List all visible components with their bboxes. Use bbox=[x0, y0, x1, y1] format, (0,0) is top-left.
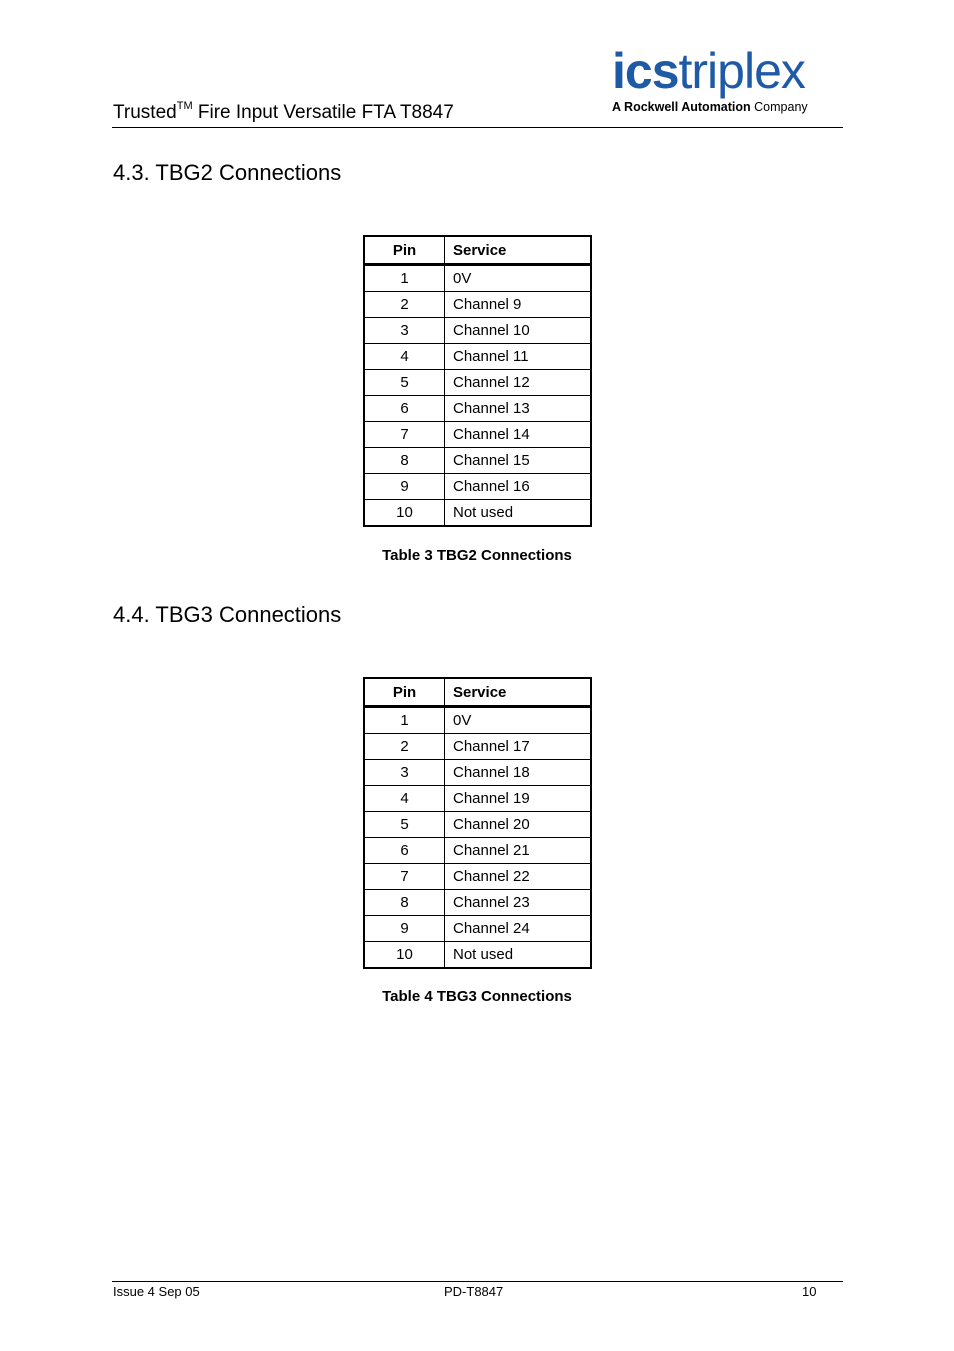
pin-cell: 5 bbox=[364, 812, 445, 838]
table-row bbox=[364, 812, 591, 838]
column-header-pin: Pin bbox=[364, 236, 445, 265]
table-row bbox=[364, 707, 591, 734]
pin-cell: 2 bbox=[364, 734, 445, 760]
table-row bbox=[364, 292, 591, 318]
table-caption-tbg3: Table 4 TBG3 Connections bbox=[382, 988, 572, 1005]
pin-cell: 8 bbox=[364, 448, 445, 474]
table-row bbox=[364, 916, 591, 942]
table-caption-tbg2: Table 3 TBG2 Connections bbox=[382, 547, 572, 564]
trademark-mark: TM bbox=[176, 100, 193, 112]
logo-triplex: triplex bbox=[678, 43, 805, 99]
service-cell: Channel 13 bbox=[445, 396, 592, 422]
table-row bbox=[364, 786, 591, 812]
logo-ics: ics bbox=[612, 43, 679, 99]
service-cell: Channel 21 bbox=[445, 838, 592, 864]
table-row bbox=[364, 422, 591, 448]
service-cell: 0V bbox=[445, 265, 592, 292]
product-name: Trusted bbox=[113, 102, 177, 123]
pin-cell: 10 bbox=[364, 500, 445, 527]
service-cell: Not used bbox=[445, 500, 592, 527]
service-cell: Channel 10 bbox=[445, 318, 592, 344]
logo-tagline bbox=[612, 100, 808, 114]
table-row bbox=[364, 265, 591, 292]
pin-cell: 1 bbox=[364, 265, 445, 292]
pin-cell: 2 bbox=[364, 292, 445, 318]
column-header-pin: Pin bbox=[364, 678, 445, 707]
tbg3-connections-table bbox=[363, 677, 592, 969]
table-row bbox=[364, 500, 591, 527]
footer-doc-id: PD-T8847 bbox=[444, 1284, 504, 1299]
table-row bbox=[364, 838, 591, 864]
logo-tagline-text: A Rockwell Automation bbox=[612, 100, 751, 114]
header-divider bbox=[112, 127, 843, 128]
footer-page-number: 10 bbox=[802, 1284, 817, 1299]
logo-company-text: Company bbox=[754, 100, 808, 114]
table-row bbox=[364, 396, 591, 422]
service-cell: Not used bbox=[445, 942, 592, 969]
service-cell: Channel 20 bbox=[445, 812, 592, 838]
service-cell: Channel 9 bbox=[445, 292, 592, 318]
pin-cell: 3 bbox=[364, 760, 445, 786]
document-title bbox=[113, 100, 454, 124]
section-heading-tbg3: 4.4. TBG3 Connections bbox=[113, 602, 342, 627]
table-row bbox=[364, 318, 591, 344]
service-cell: Channel 18 bbox=[445, 760, 592, 786]
table-row bbox=[364, 890, 591, 916]
service-cell: Channel 16 bbox=[445, 474, 592, 500]
section-heading-tbg2: 4.3. TBG2 Connections bbox=[113, 160, 342, 185]
column-header-service: Service bbox=[445, 236, 592, 265]
pin-cell: 6 bbox=[364, 838, 445, 864]
service-cell: Channel 12 bbox=[445, 370, 592, 396]
pin-cell: 6 bbox=[364, 396, 445, 422]
table-row bbox=[364, 474, 591, 500]
pin-cell: 8 bbox=[364, 890, 445, 916]
pin-cell: 1 bbox=[364, 707, 445, 734]
company-logo bbox=[612, 42, 844, 120]
service-cell: 0V bbox=[445, 707, 592, 734]
footer-issue: Issue 4 Sep 05 bbox=[113, 1284, 200, 1299]
tbg2-connections-table bbox=[363, 235, 592, 527]
service-cell: Channel 24 bbox=[445, 916, 592, 942]
pin-cell: 9 bbox=[364, 916, 445, 942]
table-row bbox=[364, 344, 591, 370]
table-header-row bbox=[364, 678, 591, 707]
pin-cell: 7 bbox=[364, 864, 445, 890]
pin-cell: 10 bbox=[364, 942, 445, 969]
table-row bbox=[364, 942, 591, 969]
service-cell: Channel 15 bbox=[445, 448, 592, 474]
pin-cell: 9 bbox=[364, 474, 445, 500]
service-cell: Channel 17 bbox=[445, 734, 592, 760]
pin-cell: 4 bbox=[364, 786, 445, 812]
table-row bbox=[364, 864, 591, 890]
service-cell: Channel 22 bbox=[445, 864, 592, 890]
service-cell: Channel 11 bbox=[445, 344, 592, 370]
table-row bbox=[364, 734, 591, 760]
pin-cell: 3 bbox=[364, 318, 445, 344]
service-cell: Channel 19 bbox=[445, 786, 592, 812]
logo-wordmark bbox=[612, 42, 805, 100]
title-text: Fire Input Versatile FTA T8847 bbox=[192, 102, 454, 123]
table-row bbox=[364, 370, 591, 396]
column-header-service: Service bbox=[445, 678, 592, 707]
table-row bbox=[364, 760, 591, 786]
pin-cell: 4 bbox=[364, 344, 445, 370]
service-cell: Channel 14 bbox=[445, 422, 592, 448]
pin-cell: 7 bbox=[364, 422, 445, 448]
footer-divider bbox=[112, 1281, 843, 1282]
table-row bbox=[364, 448, 591, 474]
service-cell: Channel 23 bbox=[445, 890, 592, 916]
table-header-row bbox=[364, 236, 591, 265]
pin-cell: 5 bbox=[364, 370, 445, 396]
